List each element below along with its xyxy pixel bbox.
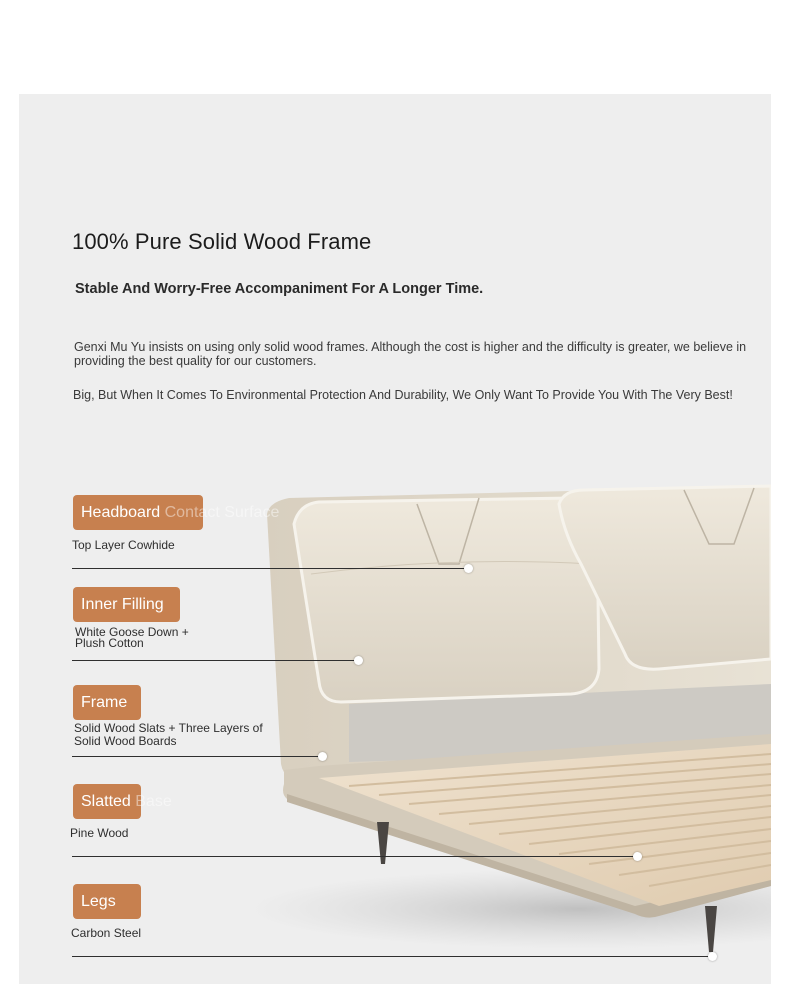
feature-desc: White Goose Down + Plush Cotton (75, 625, 189, 650)
feature-desc: Solid Wood Slats + Three Layers of Solid Wood Boards (74, 721, 263, 748)
callout-line (72, 568, 468, 569)
callout-dot[interactable] (464, 564, 473, 573)
page-subtitle: Stable And Worry-Free Accompaniment For A Longer Time. (75, 281, 484, 297)
product-panel (19, 94, 771, 984)
page-title: 100% Pure Solid Wood Frame (72, 229, 372, 254)
callout-line (72, 756, 322, 757)
feature-badge: Headboard Contact Surface (73, 495, 203, 530)
callout-dot[interactable] (708, 952, 717, 961)
feature-badge: Inner Filling (73, 587, 180, 622)
feature-badge: Slatted Base (73, 784, 141, 819)
feature-desc: Carbon Steel (71, 926, 142, 940)
feature-desc: Top Layer Cowhide (72, 538, 175, 552)
feature-badge: Frame (73, 685, 141, 720)
callout-line (72, 660, 358, 661)
callout-dot[interactable] (354, 656, 363, 665)
callout-dot[interactable] (633, 852, 642, 861)
callout-dot[interactable] (318, 752, 327, 761)
callout-line (72, 956, 712, 957)
intro-paragraph: Genxi Mu Yu insists on using only solid wood frames. Although the cost is higher and the difficulty is greater, we believe in providing the best quality for our customers. (74, 340, 747, 368)
tagline: Big, But When It Comes To Environmental Protection And Durability, We Only Want To Provide You With The Very Best! (73, 388, 733, 402)
callout-line (72, 856, 638, 857)
feature-desc: Pine Wood (70, 826, 129, 840)
feature-badge: Legs (73, 884, 141, 919)
